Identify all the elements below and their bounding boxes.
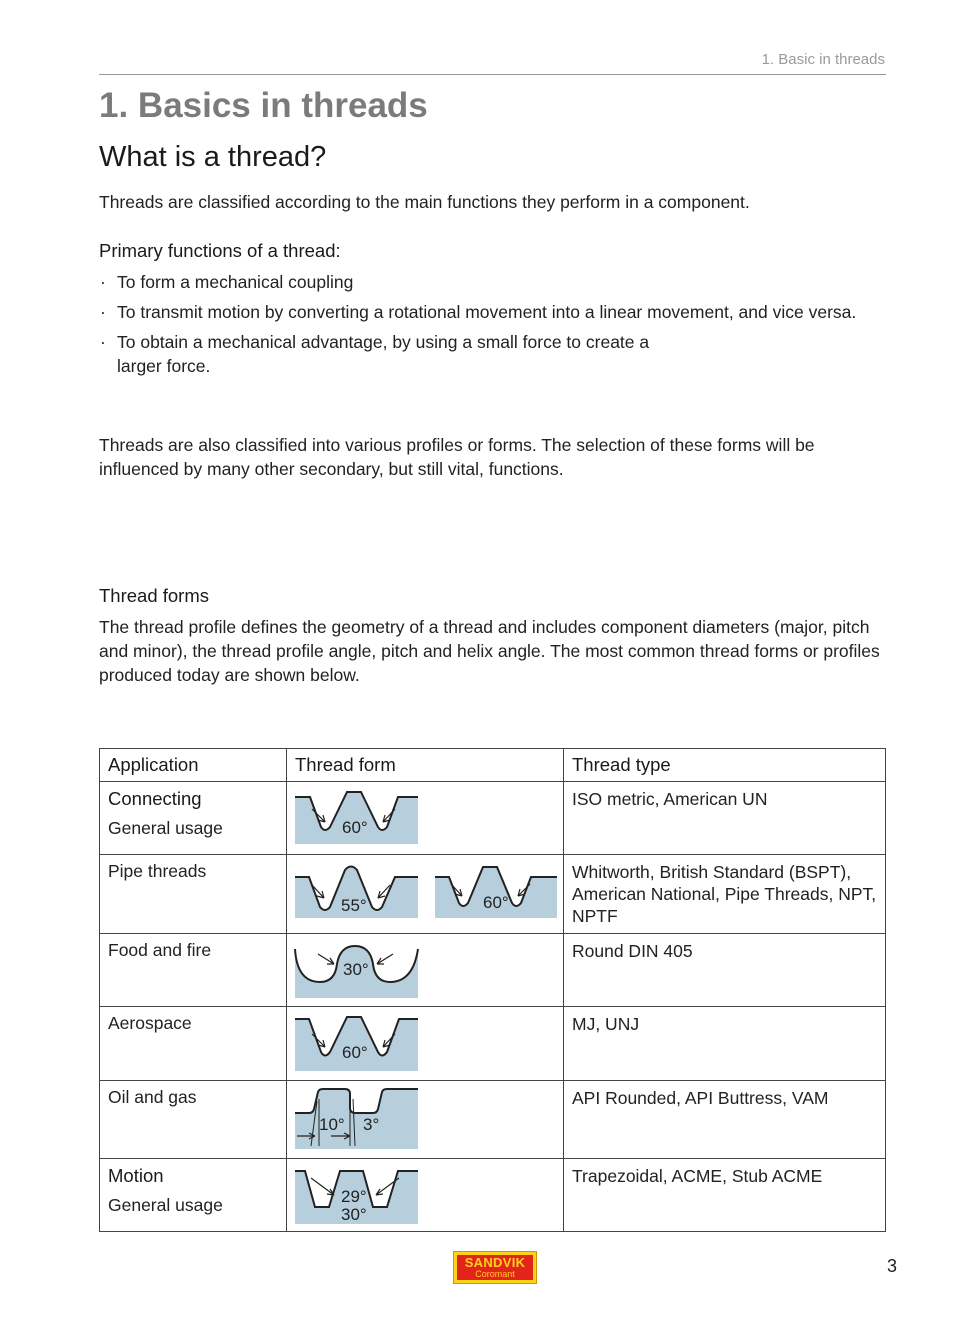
v-thread-60-icon — [287, 782, 548, 854]
running-header: 1. Basic in threads — [761, 51, 885, 68]
application-name: Motion — [108, 1165, 164, 1186]
application-cell — [100, 1159, 287, 1232]
profiles-paragraph: Threads are also classified into various profiles or forms. The selection of these forms will be influenced by many other secondary, but still vital, functions. — [99, 435, 815, 479]
thread-type-cell: Whitworth, British Standard (BSPT), American National, Pipe Threads, NPT, NPTF — [564, 855, 886, 934]
application-cell — [100, 1007, 287, 1081]
mj-thread-60-icon — [287, 1007, 548, 1080]
primary-functions-list — [99, 270, 889, 384]
thread-form-cell — [287, 934, 564, 1007]
thread-form-cell — [287, 782, 564, 855]
logo-sub: Coromant — [475, 1269, 515, 1279]
thread-form-cell — [287, 1159, 564, 1232]
application-name: Oil and gas — [108, 1087, 197, 1107]
table-row — [100, 782, 886, 855]
thread-form-cell — [287, 855, 564, 934]
table-row — [100, 855, 886, 934]
thread-forms-paragraph: The thread profile defines the geometry of a thread and includes component diameters (major, pitch and minor), the thread profile angle, pitch and helix angle. The most common thread forms or profiles produced today are shown below. — [99, 617, 880, 685]
angle-label: 30° — [341, 1205, 367, 1224]
application-name: Aerospace — [108, 1013, 192, 1033]
angle-label: 60° — [483, 893, 509, 912]
list-item: · To form a mechanical coupling — [100, 272, 354, 292]
section-title: What is a thread? — [99, 141, 327, 173]
table-row — [100, 1081, 886, 1159]
thread-type-cell: Round DIN 405 — [564, 934, 886, 1007]
logo-brand: SANDVIK — [464, 1255, 526, 1270]
header-thread-form: Thread form — [287, 749, 564, 782]
application-name: Connecting — [108, 788, 202, 809]
thread-type-cell: MJ, UNJ — [564, 1007, 886, 1081]
table-row — [100, 1007, 886, 1081]
application-cell — [100, 782, 287, 855]
application-name: Pipe threads — [108, 861, 207, 881]
angle-label: 3° — [363, 1115, 380, 1134]
angle-label: 60° — [342, 818, 368, 837]
thread-forms-table — [99, 748, 886, 1232]
page-number: 3 — [887, 1256, 898, 1276]
buttress-thread-icon — [287, 1081, 548, 1158]
thread-type-cell: Trapezoidal, ACME, Stub ACME — [564, 1159, 886, 1232]
intro-paragraph: Threads are classified according to the main functions they perform in a component. — [99, 192, 750, 212]
header-rule — [99, 74, 886, 75]
pipe-thread-icon — [287, 855, 563, 927]
table-row — [100, 1159, 886, 1232]
thread-type-cell: ISO metric, American UN — [564, 782, 886, 855]
primary-functions-heading: Primary functions of a thread: — [99, 240, 341, 261]
angle-label: 30° — [343, 960, 369, 979]
list-item: · To transmit motion by converting a rotational movement into a linear movement, and vice versa. — [100, 302, 857, 322]
application-sub: General usage — [108, 1195, 223, 1215]
application-cell — [100, 934, 287, 1007]
sandvik-coromant-logo — [453, 1251, 537, 1284]
angle-label: 60° — [342, 1043, 368, 1062]
list-item: · To obtain a mechanical advantage, by using a small force to create a larger force. — [100, 332, 650, 376]
thread-forms-heading: Thread forms — [99, 585, 210, 606]
table-row — [100, 934, 886, 1007]
application-cell — [100, 1081, 287, 1159]
application-cell — [100, 855, 287, 934]
angle-label: 29° — [341, 1187, 367, 1206]
thread-type-cell: API Rounded, API Buttress, VAM — [564, 1081, 886, 1159]
trapezoidal-thread-icon — [287, 1159, 548, 1231]
application-name: Food and fire — [108, 940, 212, 960]
table-header-row — [100, 749, 886, 782]
angle-label: 55° — [341, 896, 367, 915]
thread-form-cell — [287, 1007, 564, 1081]
chapter-title: 1. Basics in threads — [99, 86, 428, 125]
header-application: Application — [100, 749, 287, 782]
thread-form-cell — [287, 1081, 564, 1159]
application-sub: General usage — [108, 818, 223, 838]
round-thread-icon — [287, 934, 548, 1006]
angle-label: 10° — [319, 1115, 345, 1134]
header-thread-type: Thread type — [564, 749, 886, 782]
